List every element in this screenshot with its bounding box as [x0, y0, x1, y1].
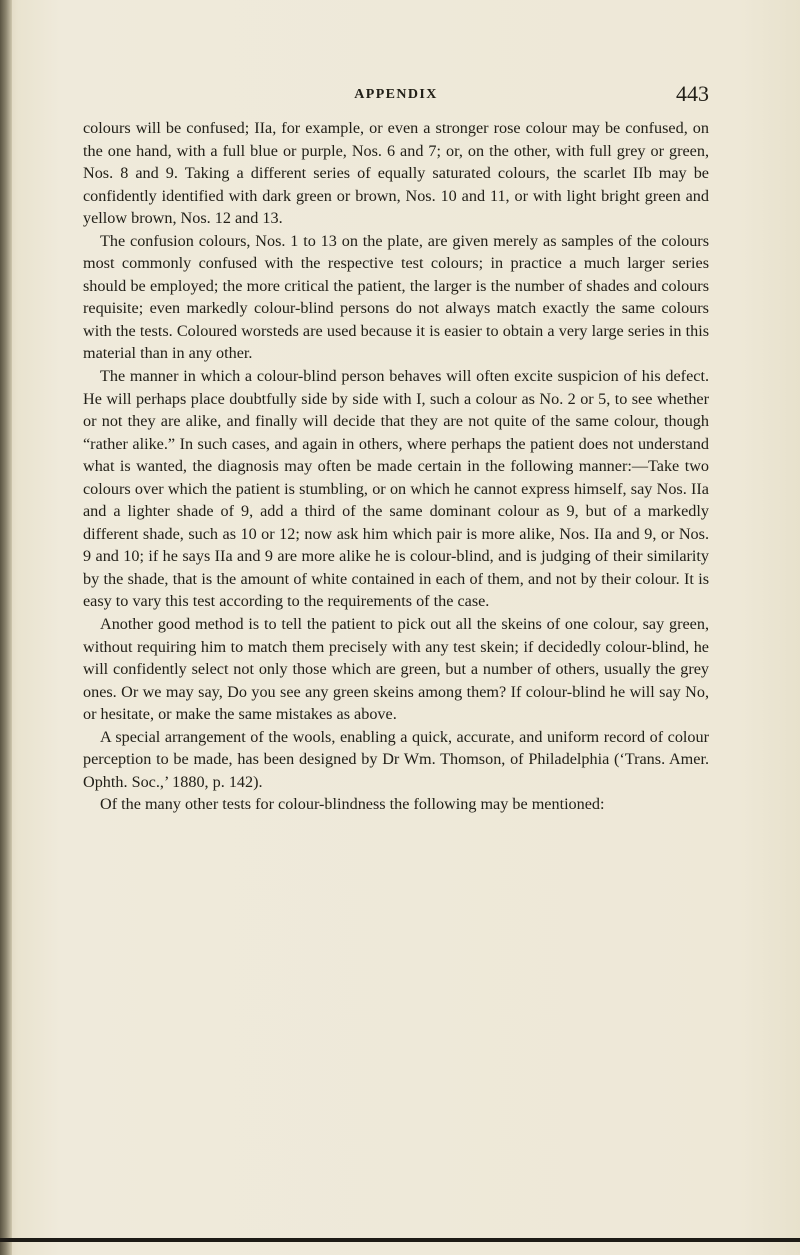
paragraph-2: The confusion colours, Nos. 1 to 13 on the plate, are given merely as samples of the colours most commonly confused with the respective test colours; in practice a much larger series should be employed; the more critical the patient, the larger is the number of shades and colours requisite; even markedly colour-blind persons do not always match exactly the same colours with the tests. Coloured worsteds are used because it is easier to obtain a very large series in this material than in any other. — [83, 231, 709, 363]
bottom-edge-rule — [0, 1238, 800, 1242]
page-number: 443 — [676, 81, 709, 106]
paragraph-6: Of the many other tests for colour-blindness the following may be mentioned: — [100, 795, 605, 814]
paragraph-4: Another good method is to tell the patient to pick out all the skeins of one colour, say green, without requiring him to match them precisely with any test skein; if decidedly colour-blind, he will confidently select not only those which are green, but a number of others, usually the grey ones. Or we may say, Do you see any green skeins among them? If colour-blind he will say No, or hesitate, or make the same mistakes as above. — [83, 615, 709, 724]
paragraph-3: The manner in which a colour-blind person behaves will often excite suspicion of his defect. He will perhaps place doubtfully side by side with I, such a colour as No. 2 or 5, to see whether or not they are alike, and finally will decide that they are not quite of the same colour, though “rather alike.” In such cases, and again in others, where perhaps the patient does not understand what is wanted, the diagnosis may often be made certain in the following manner:—Take two colours over which the patient is stumbling, or on which he cannot express himself, say Nos. IIa and a lighter shade of 9, add a third of the same dominant colour as 9, but of a markedly different shade, such as 10 or 12; now ask him which pair is more alike, Nos. IIa and 9, or Nos. 9 and 10; if he says IIa and 9 are more alike he is colour-blind, and is judging of their similarity by the shade, that is the amount of white contained in each of them, and not by their colour. It is easy to vary this test according to the requirements of the case. — [83, 367, 709, 611]
paragraph-5: A special arrangement of the wools, enabling a quick, accurate, and uniform record of colour perception to be made, has been designed by Dr Wm. Thomson, of Philadelphia (‘Trans. Amer. Ophth. Soc.,’ 1880, p. 142). — [83, 727, 709, 791]
book-spine-shadow — [0, 0, 12, 1255]
page-header — [83, 81, 709, 107]
running-head: APPENDIX — [354, 87, 438, 102]
body-text — [83, 117, 709, 816]
paragraph-1: colours will be confused; IIa, for example, or even a stronger rose colour may be confused, on the one hand, with a full blue or purple, Nos. 6 and 7; or, on the other, with full grey or green, Nos. 8 and 9. Taking a different series of equally saturated colours, the scarlet IIb may be confidently identified with dark green or brown, Nos. 10 and 11, or with light bright green and yellow brown, Nos. 12 and 13. — [83, 119, 709, 228]
